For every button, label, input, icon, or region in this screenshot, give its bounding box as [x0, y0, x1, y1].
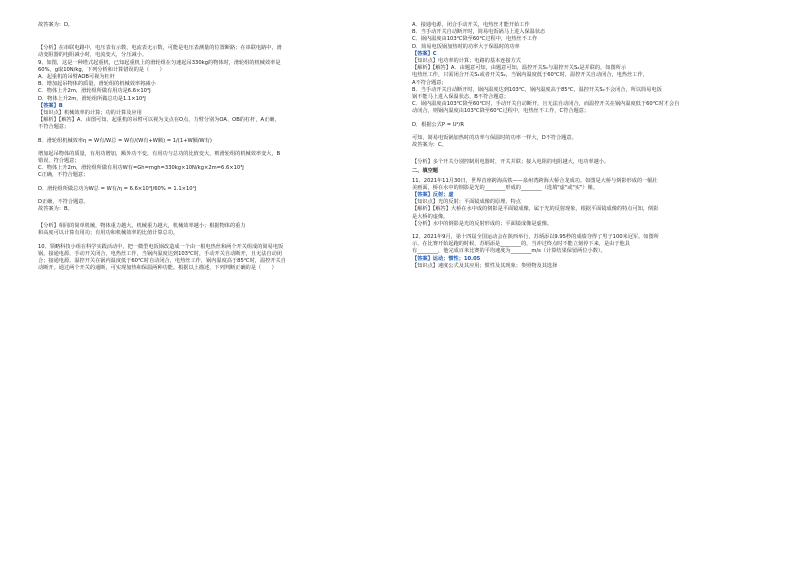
question-10-stem: 合；接通电源，温控开关在锅内温度低于60℃时自动闭合，电热丝工作，锅内温度高于85℃时，温控开关自	[38, 258, 286, 265]
answer-tag: 【答案】C	[412, 50, 437, 57]
option-d: D．物体上升2m，滑轮组所做总功是1.1×10⁴J	[38, 95, 146, 102]
right-column	[412, 22, 772, 270]
solution-line: B．当手动开关自动断开时，锅内温度达到103℃，锅内温度高于85℃，温控开关S₂不会闭合，所以简易电饭	[412, 86, 662, 93]
answer-line: 故答案为：D。	[38, 22, 74, 28]
question-10-stem: 10、领略科技小组在科学实践活动中，把一微型电饭锅改造成一个由一根电热丝和两个开关组成的简易电饭	[38, 243, 284, 250]
question-11-stem: 11、2021年11月30日，世界首座跨海高铁——泉州湾跨海大桥合龙成功。如图是大桥与倒影形成的一幅壮	[412, 177, 658, 184]
analysis-line: 动变阻器的电阻减小时，电流变大，分压减小。	[38, 52, 147, 59]
solution-line: A不符合题意；	[412, 79, 447, 86]
solution-line: C正确，不符合题意；	[38, 172, 89, 179]
solution-line: 动闭合，则锅内温度由103℃降至60℃过程中，电热丝不工作，C符合题意；	[412, 108, 590, 115]
solution-line: 锅不能马上进入保温状态，B不符合题意；	[412, 94, 509, 101]
solution-line: C．锅内温度由103℃降至60℃时，手动开关自动断开，且无法自动闭合，而温控开关在锅内温度低于60℃时才会自	[412, 101, 680, 108]
solution-line: 【解析】【解答】A．由图可知，起重机的吊臂可以视为支点在O点，力臂分别为OA、OB的杠杆，A正确，	[38, 117, 280, 124]
question-12-stem: 示，在比赛开始起跑的时候，苏炳添是________的，当冲过终点时不能立刻停下来，是由于他具	[412, 241, 630, 248]
solution-line: 电热丝工作，只需闭合开关S₁或者开关S₂，当锅内温度低于60℃时，温控开关自动闭合，电热丝工作，	[412, 72, 648, 79]
option-a: A．起重机的吊臂AOB可视为杠杆	[38, 74, 115, 81]
option-c: C．物体上升2m，滑轮组所做有用功是6.6×10³J	[38, 88, 151, 95]
analysis-line: 【分析】在串联电路中，电压表有示数，电流表无示数，可能是电压表测量的位置断路；在串联电路中，滑	[38, 45, 282, 52]
knowledge-point: 【知识点】电功率的计算；电路的基本连接方式	[412, 58, 521, 65]
solution-line: 故答案为：B。	[38, 206, 73, 213]
formula-efficiency: B．滑轮组机械效率η = W有/W总 = W有/(W有+W额) = 1/(1+W额/W有)	[38, 137, 212, 144]
question-9-stem: 60%，g取10N/kg，下列分析和计算错误的是（ ）	[38, 66, 165, 73]
analysis-line: 【分析】多个开关分别控制用电器时，开关并联；接入电阻的电阻越大，电功率越小。	[412, 159, 610, 166]
question-12-stem: 12、2021年9月，第十四届全国运动会在陕西举行，苏炳添以9.95秒的成绩夺得了男子100米冠军。如图所	[412, 234, 659, 241]
solution-line: 是大桥的虚像。	[412, 213, 449, 220]
answer-tag: 【答案】反射；虚	[412, 192, 454, 199]
knowledge-point: 【知识点】速度公式及其应用；惯性及其现象；参照物及其选择	[412, 262, 558, 269]
solution-line: 错误，符合题意；	[38, 158, 80, 165]
knowledge-point: 【知识点】机械效率的计算；功的计算及应用	[38, 110, 142, 117]
analysis-line: 【分析】水中的倒影是光的反射形成的；平面镜成像是虚像。	[412, 220, 553, 227]
analysis-line: 和高度可以计算有用功；有用功和机械效率的比值计算总功。	[38, 230, 179, 237]
solution-line: 【解析】【解答】A．由题意可知，由题意可知，温控开关S₁与温控开关S₂是并联的，如图所示	[412, 65, 627, 72]
option-d: D．简易电饭锅加热时的功率大于保温时的功率	[412, 43, 520, 50]
formula-power: D．根据公式P = U²/R	[412, 121, 464, 128]
answer-tag: 【答案】B	[38, 102, 63, 109]
option-b: B．增加起吊物体的质量，滑轮组的机械效率将减小	[38, 81, 156, 88]
question-9-stem: 9、如图，这是一种塔式起重机，已知起重机上的滑轮组在匀速起吊330kg的物体时，滑轮组的机械效率是	[38, 59, 281, 66]
solution-line: D正确，不符合题意。	[38, 198, 89, 205]
solution-line: C．物体上升2m，滑轮组所做有用功W有=Gh=mgh=330kg×10N/kg×2m=6.6×10³J	[38, 165, 244, 172]
solution-line: 不符合题意；	[38, 124, 70, 131]
solution-line: 增加起吊物体的质量，有用功增加，额外功不变，有用功与总功的比值变大，则滑轮组的机械效率变大，B	[38, 150, 281, 157]
section-heading: 二、填空题	[412, 168, 438, 175]
option-b: B．当手动开关自动断开时，简易电饭锅马上进入保温状态	[412, 29, 546, 36]
option-c: C．锅内温度由103℃降至60℃过程中，电热丝不工作	[412, 36, 538, 43]
question-10-stem: 动断开。通过两个开关的通断，可实现加热和保温两种功能。根据以上描述，下列判断正确的是（ ）	[38, 265, 277, 272]
option-a: A．接通电源，闭合手动开关，电热丝才能开始工作	[412, 22, 530, 28]
solution-line: 故答案为：C。	[412, 142, 447, 149]
analysis-line: 【分析】相同的简单机械，物体重力越大，机械重力越大，机械效率越小；根据物体的重力	[38, 223, 246, 230]
question-12-stem: 有________，他完成百米比赛的平均速度为________m/s（计算结果保留两位小数）。	[412, 248, 606, 255]
left-column	[38, 22, 398, 272]
knowledge-point: 【知识点】光的反射；平面镜成像的原理、特点	[412, 199, 521, 206]
solution-line: 可知，简易电饭锅加热时的功率与保温时的功率一样大，D不符合题意。	[412, 134, 577, 141]
formula-total-work: D．滑轮组所做总功为W总 = W有/η = 6.6×10³J/60% = 1.1×10⁴J	[38, 185, 197, 192]
answer-tag: 【答案】运动；惯性；10.05	[412, 255, 481, 262]
solution-line: 【解析】【解答】大桥在水中成的倒影是平面镜成像，属于光的反射现象，根据平面镜成像的特点可知，倒影	[412, 206, 659, 213]
question-11-stem: 美画面，桥在水中的倒影是光的________形成的________（选填"虚"或"实"）像。	[412, 184, 598, 191]
question-10-stem: 锅。接通电源，手动开关闭合，电热丝工作，当锅内温度达到103℃时，手动开关自动断开，且无法自动闭	[38, 250, 282, 257]
